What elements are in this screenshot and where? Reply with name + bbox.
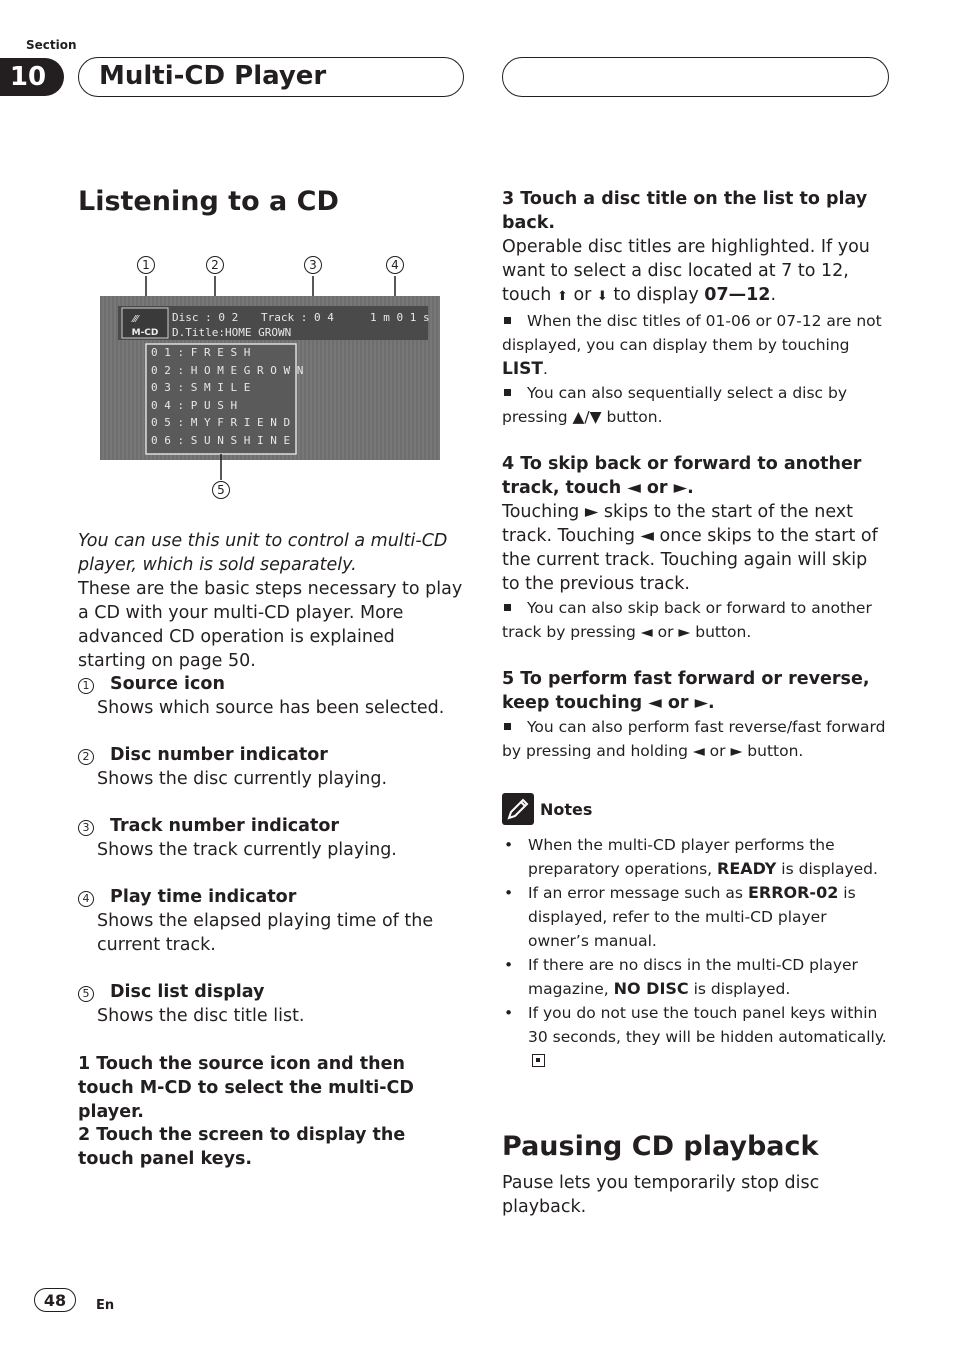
mcd-screen-illustration [98,276,442,482]
item-head: Play time indicator [110,887,297,907]
list-item [78,885,463,980]
step-4-text: Touching ► skips to the start of the next track. Touching ◄ once skips to the start of the current track. Touching again will skip to the previous track. [502,502,878,594]
callout-4: 4 [386,256,404,274]
step-5-head: 5 To perform fast forward or reverse, keep touching ◄ or ►. [502,669,870,713]
header-blank-box [502,57,889,97]
right-column [502,187,890,1073]
step-3-text-a: Operable disc titles are highlighted. If you want to select a disc located at 7 to 12, touch [502,237,870,305]
pause-text: Pause lets you temporarily stop disc playback. [502,1173,820,1217]
step-3-text: Operable disc titles are highlighted. If you want to select a disc located at 7 to 12, touch ⬆︎ or ⬇︎ to display 07—12. [502,237,870,305]
intro-text: These are the basic steps necessary to play a CD with your multi-CD player. More advanced CD operation is explained starting on page 50. [78,579,463,671]
step-2: 2 Touch the screen to display the touch panel keys. [78,1125,406,1169]
disc-list-item: 0 6 : S U N S H I N E [151,434,291,447]
item-desc: Shows the elapsed playing time of the current track. [97,911,434,955]
list-item [78,814,463,885]
item-number: 5 [78,986,94,1002]
item-desc: Shows the disc currently playing. [97,769,388,789]
step-3-bullet-2: You can also sequentially select a disc by pressing ▲/▼ button. [502,384,848,426]
square-bullet-icon [504,317,511,324]
step-3-bold: 07—12 [704,285,771,305]
notes-label: Notes [540,799,593,819]
callout-2: 2 [206,256,224,274]
play-time-indicator: 1 m 0 1 s [370,311,430,324]
list-item: • If there are no discs in the multi-CD player magazine, NO DISC is displayed. [504,956,858,998]
callout-3: 3 [304,256,322,274]
left-intro [78,529,463,673]
pause-title-wrap [502,1131,819,1162]
disc-number-indicator: Disc : 0 2 [172,311,239,324]
list-item: • When the multi-CD player performs the preparatory operations, READY is displayed. [504,836,878,878]
step-4-head: 4 To skip back or forward to another track, touch ◄ or ►. [502,454,862,498]
end-mark-icon [532,1054,545,1067]
item-number: 1 [78,678,94,694]
disc-list-item: 0 3 : S M I L E [151,381,251,394]
list-item [78,980,463,1051]
chapter-title: Multi-CD Player [78,57,464,97]
section-label: Section [26,38,77,52]
item-number: 2 [78,749,94,765]
svg-text:⁄⁄⁄: ⁄⁄⁄ [133,314,139,325]
listening-title-wrap [78,186,339,217]
item-desc: Shows the track currently playing. [97,840,397,860]
item-number: 3 [78,820,94,836]
step-5-bullet: You can also perform fast reverse/fast forward by pressing and holding ◄ or ► button. [502,718,886,760]
item-head: Track number indicator [110,816,340,836]
item-desc: Shows the disc title list. [97,1006,305,1026]
indicator-list [78,672,463,1051]
item-head: Disc list display [110,982,265,1002]
disc-title-line: D.Title:HOME GROWN [172,326,292,339]
track-number-indicator: Track : 0 4 [261,311,334,324]
notes-header [502,793,890,825]
disc-list-item: 0 5 : M Y F R I E N D [151,416,291,429]
page-number: 48 [34,1288,76,1312]
step-3-text-b: to display [613,285,699,305]
square-bullet-icon [504,723,511,730]
list-item: • If you do not use the touch panel keys within 30 seconds, they will be hidden automatically. [502,1001,890,1073]
step-4-bullet: You can also skip back or forward to another track by pressing ◄ or ► button. [502,599,872,641]
step-3-text-or: or [573,285,592,305]
disc-list-item: 0 2 : H O M E G R O W N [151,364,304,377]
item-number: 4 [78,891,94,907]
language-code: En [96,1298,115,1313]
callout-1: 1 [137,256,155,274]
notes-list [502,833,890,1073]
section-title-listening: Listening to a CD [78,186,339,217]
step-3-bullet-1: When the disc titles of 01-06 or 07-12 are not displayed, you can display them by touching LIST. [502,312,882,379]
disc-list-item: 0 1 : F R E S H [151,346,251,359]
list-item: • If an error message such as ERROR-02 is displayed, refer to the multi-CD player owner’s manual. [504,883,856,950]
step-1: 1 Touch the source icon and then touch M-CD to select the multi-CD player. [78,1054,414,1122]
double-down-arrow-icon: ⬇︎ [596,289,608,304]
disc-list-item: 0 4 : P U S H [151,399,238,412]
pencil-icon [502,793,534,825]
source-icon-label: M-CD [131,328,159,338]
section-title-pausing: Pausing CD playback [502,1131,819,1162]
list-item [78,672,463,743]
double-up-arrow-icon: ⬆︎ [556,289,568,304]
item-head: Source icon [110,674,225,694]
square-bullet-icon [504,389,511,396]
square-bullet-icon [504,604,511,611]
item-desc: Shows which source has been selected. [97,698,445,718]
section-number-badge: 10 [0,58,64,96]
step-3-head: 3 Touch a disc title on the list to play back. [502,189,868,233]
callout-5: 5 [212,481,230,499]
item-head: Disc number indicator [110,745,328,765]
intro-italic: You can use this unit to control a multi-CD player, which is sold separately. [78,531,448,575]
list-item [78,743,463,814]
